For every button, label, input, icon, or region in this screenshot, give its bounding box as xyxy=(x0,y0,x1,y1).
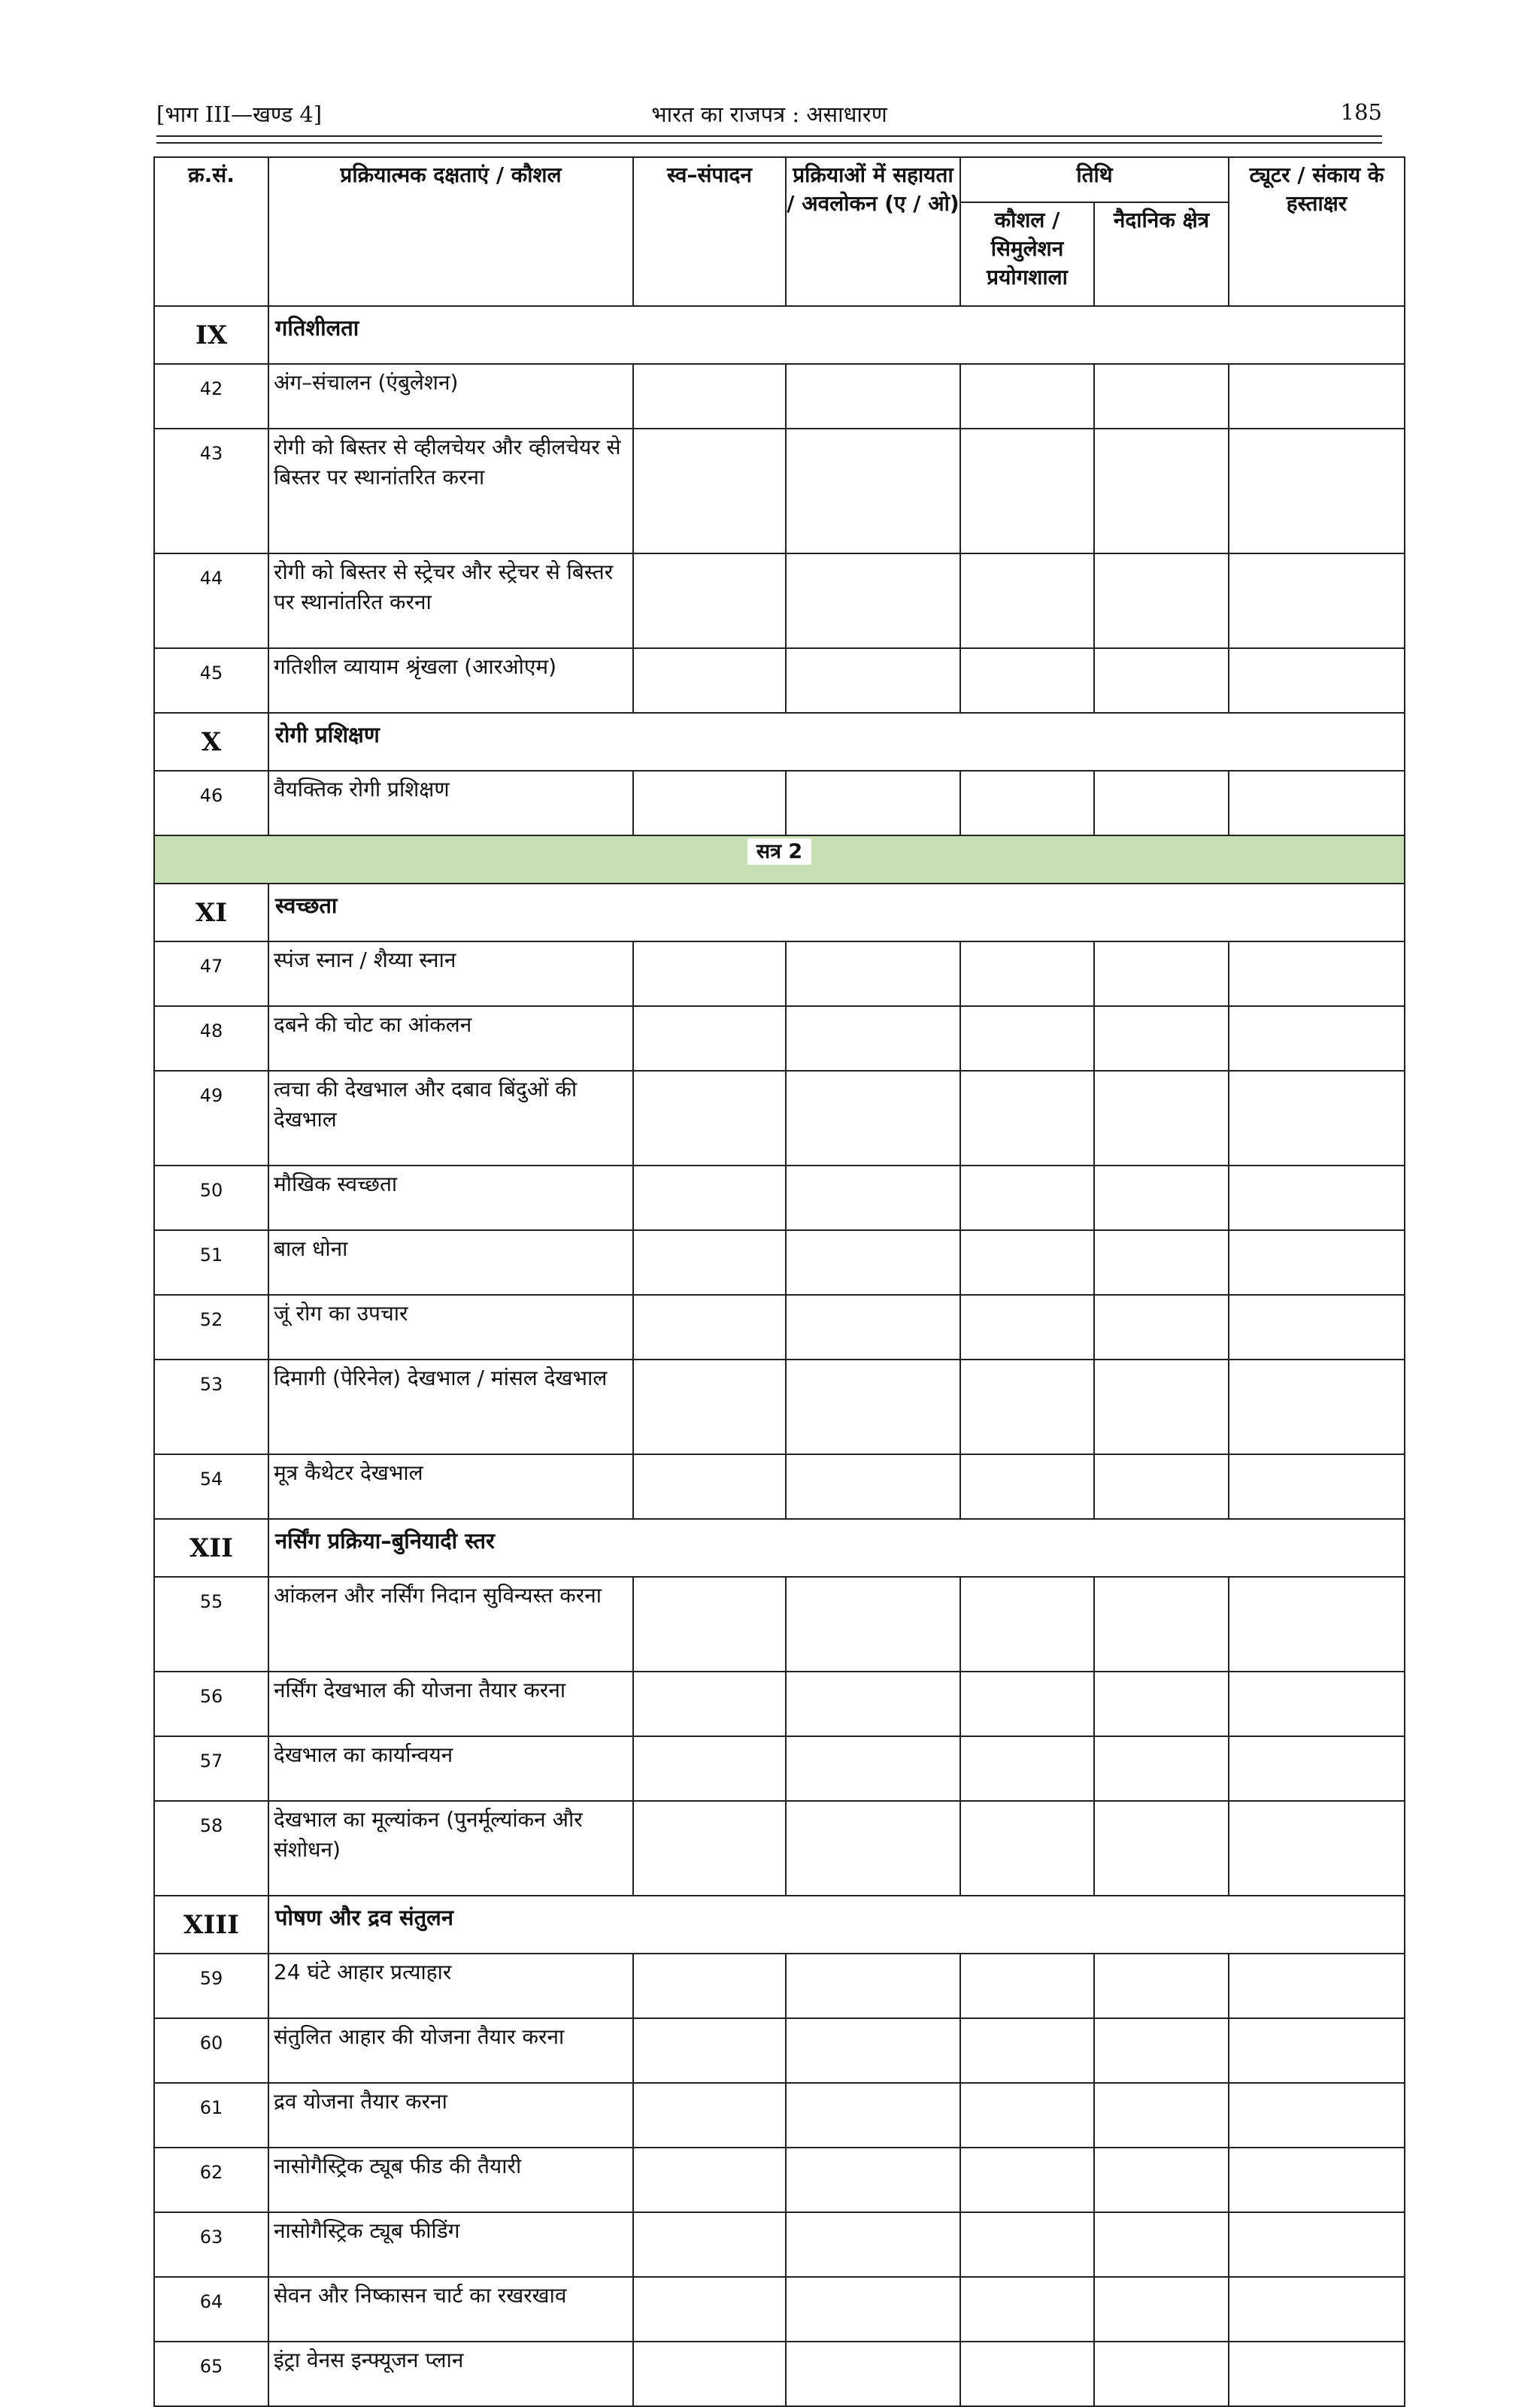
item-number: 43 xyxy=(154,429,268,553)
assist-observe-cell xyxy=(786,2277,960,2342)
skill-text: मौखिक स्वच्छता xyxy=(268,1166,633,1230)
skill-text: नासोगैस्ट्रिक ट्यूब फीडिंग xyxy=(268,2212,633,2277)
section-row xyxy=(154,306,1405,364)
assist-observe-cell xyxy=(786,2083,960,2148)
assist-observe-cell xyxy=(786,2342,960,2406)
item-number: 62 xyxy=(154,2148,268,2212)
skills-register-table xyxy=(153,156,1405,2407)
self-performance-cell xyxy=(633,2018,786,2083)
clinical-area-date-cell xyxy=(1094,1071,1229,1166)
skill-lab-date-cell xyxy=(960,1295,1094,1360)
item-number: 51 xyxy=(154,1230,268,1295)
table-row xyxy=(154,1295,1405,1360)
skill-text: सेवन और निष्कासन चार्ट का रखरखाव xyxy=(268,2277,633,2342)
skill-lab-date-cell xyxy=(960,1577,1094,1672)
skill-text: आंकलन और नर्सिंग निदान सुविन्यस्त करना xyxy=(268,1577,633,1672)
table-row xyxy=(154,2212,1405,2277)
clinical-area-date-cell xyxy=(1094,1454,1229,1519)
clinical-area-date-cell xyxy=(1094,2212,1229,2277)
section-row xyxy=(154,1896,1405,1954)
header-rule-bottom xyxy=(156,142,1382,144)
assist-observe-cell xyxy=(786,429,960,553)
signature-cell xyxy=(1229,553,1405,648)
section-row xyxy=(154,713,1405,771)
skill-text: द्रव योजना तैयार करना xyxy=(268,2083,633,2148)
table-row xyxy=(154,2342,1405,2406)
skill-lab-date-cell xyxy=(960,429,1094,553)
assist-observe-cell xyxy=(786,2018,960,2083)
clinical-area-date-cell xyxy=(1094,941,1229,1006)
assist-observe-cell xyxy=(786,1071,960,1166)
clinical-area-date-cell xyxy=(1094,1801,1229,1896)
assist-observe-cell xyxy=(786,1801,960,1896)
table-row xyxy=(154,941,1405,1006)
assist-observe-cell xyxy=(786,1006,960,1071)
signature-cell xyxy=(1229,429,1405,553)
self-performance-cell xyxy=(633,941,786,1006)
table-row xyxy=(154,553,1405,648)
section-row xyxy=(154,884,1405,941)
table-row xyxy=(154,1954,1405,2018)
item-number: 48 xyxy=(154,1006,268,1071)
term-label: सत्र 2 xyxy=(747,838,811,865)
table-row xyxy=(154,2083,1405,2148)
col-header-date: तिथि xyxy=(960,157,1229,202)
skill-lab-date-cell xyxy=(960,1166,1094,1230)
item-number: 52 xyxy=(154,1295,268,1360)
section-row xyxy=(154,1519,1405,1577)
skill-lab-date-cell xyxy=(960,2342,1094,2406)
signature-cell xyxy=(1229,1360,1405,1454)
assist-observe-cell xyxy=(786,1166,960,1230)
item-number: 61 xyxy=(154,2083,268,2148)
assist-observe-cell xyxy=(786,1295,960,1360)
self-performance-cell xyxy=(633,1006,786,1071)
signature-cell xyxy=(1229,1166,1405,1230)
col-header-skill: प्रक्रियात्मक दक्षताएं / कौशल xyxy=(268,157,633,306)
table-row xyxy=(154,2148,1405,2212)
col-header-self-performance: स्व–संपादन xyxy=(633,157,786,306)
item-number: 45 xyxy=(154,648,268,713)
self-performance-cell xyxy=(633,2083,786,2148)
assist-observe-cell xyxy=(786,364,960,429)
skill-lab-date-cell xyxy=(960,2083,1094,2148)
self-performance-cell xyxy=(633,1801,786,1896)
clinical-area-date-cell xyxy=(1094,429,1229,553)
skill-lab-date-cell xyxy=(960,553,1094,648)
clinical-area-date-cell xyxy=(1094,1672,1229,1736)
page-number: 185 xyxy=(1340,99,1382,125)
signature-cell xyxy=(1229,2018,1405,2083)
clinical-area-date-cell xyxy=(1094,771,1229,835)
assist-observe-cell xyxy=(786,1230,960,1295)
signature-cell xyxy=(1229,1954,1405,2018)
skill-lab-date-cell xyxy=(960,1801,1094,1896)
item-number: 65 xyxy=(154,2342,268,2406)
section-title: नर्सिंग प्रक्रिया–बुनियादी स्तर xyxy=(268,1519,1405,1577)
assist-observe-cell xyxy=(786,1954,960,2018)
self-performance-cell xyxy=(633,1577,786,1672)
table-row xyxy=(154,648,1405,713)
signature-cell xyxy=(1229,1736,1405,1801)
signature-cell xyxy=(1229,364,1405,429)
self-performance-cell xyxy=(633,1071,786,1166)
header-rule-top xyxy=(156,135,1382,137)
signature-cell xyxy=(1229,1577,1405,1672)
signature-cell xyxy=(1229,2212,1405,2277)
self-performance-cell xyxy=(633,2277,786,2342)
self-performance-cell xyxy=(633,1954,786,2018)
clinical-area-date-cell xyxy=(1094,2083,1229,2148)
signature-cell xyxy=(1229,2148,1405,2212)
col-header-clinical-area: नैदानिक क्षेत्र xyxy=(1094,202,1229,306)
item-number: 57 xyxy=(154,1736,268,1801)
skill-lab-date-cell xyxy=(960,648,1094,713)
assist-observe-cell xyxy=(786,1360,960,1454)
table-row xyxy=(154,1577,1405,1672)
signature-cell xyxy=(1229,1071,1405,1166)
assist-observe-cell xyxy=(786,1672,960,1736)
skill-lab-date-cell xyxy=(960,1006,1094,1071)
self-performance-cell xyxy=(633,1295,786,1360)
skill-text: 24 घंटे आहार प्रत्याहार xyxy=(268,1954,633,2018)
self-performance-cell xyxy=(633,1166,786,1230)
item-number: 46 xyxy=(154,771,268,835)
item-number: 42 xyxy=(154,364,268,429)
header-row xyxy=(154,157,1405,202)
self-performance-cell xyxy=(633,1360,786,1454)
item-number: 60 xyxy=(154,2018,268,2083)
self-performance-cell xyxy=(633,1230,786,1295)
skill-lab-date-cell xyxy=(960,1736,1094,1801)
skill-text: दबने की चोट का आंकलन xyxy=(268,1006,633,1071)
term-divider-row xyxy=(154,835,1405,884)
section-number: X xyxy=(154,713,268,771)
self-performance-cell xyxy=(633,2212,786,2277)
clinical-area-date-cell xyxy=(1094,1230,1229,1295)
clinical-area-date-cell xyxy=(1094,1736,1229,1801)
skill-text: वैयक्तिक रोगी प्रशिक्षण xyxy=(268,771,633,835)
section-title: रोगी प्रशिक्षण xyxy=(268,713,1405,771)
section-title: गतिशीलता xyxy=(268,306,1405,364)
section-title: स्वच्छता xyxy=(268,884,1405,941)
gazette-title: भारत का राजपत्र : असाधारण xyxy=(651,102,887,127)
section-number: XII xyxy=(154,1519,268,1577)
signature-cell xyxy=(1229,771,1405,835)
skill-lab-date-cell xyxy=(960,2277,1094,2342)
table-row xyxy=(154,1360,1405,1454)
signature-cell xyxy=(1229,1006,1405,1071)
table-row xyxy=(154,1071,1405,1166)
signature-cell xyxy=(1229,2277,1405,2342)
skill-lab-date-cell xyxy=(960,1954,1094,2018)
skill-lab-date-cell xyxy=(960,2018,1094,2083)
self-performance-cell xyxy=(633,2148,786,2212)
clinical-area-date-cell xyxy=(1094,364,1229,429)
table-row xyxy=(154,1736,1405,1801)
clinical-area-date-cell xyxy=(1094,2148,1229,2212)
table-row xyxy=(154,1454,1405,1519)
assist-observe-cell xyxy=(786,2212,960,2277)
table-row xyxy=(154,1230,1405,1295)
assist-observe-cell xyxy=(786,2148,960,2212)
col-header-assist-observe: प्रक्रियाओं में सहायता / अवलोकन (ए / ओ) xyxy=(786,157,960,306)
item-number: 50 xyxy=(154,1166,268,1230)
skill-text: त्वचा की देखभाल और दबाव बिंदुओं की देखभाल xyxy=(268,1071,633,1166)
section-title: पोषण और द्रव संतुलन xyxy=(268,1896,1405,1954)
section-number: XIII xyxy=(154,1896,268,1954)
clinical-area-date-cell xyxy=(1094,648,1229,713)
item-number: 53 xyxy=(154,1360,268,1454)
signature-cell xyxy=(1229,1801,1405,1896)
part-section-label: [भाग III—खण्ड 4] xyxy=(156,102,323,127)
table-row xyxy=(154,1801,1405,1896)
self-performance-cell xyxy=(633,553,786,648)
table-row xyxy=(154,429,1405,553)
item-number: 44 xyxy=(154,553,268,648)
assist-observe-cell xyxy=(786,1577,960,1672)
skill-text: देखभाल का मूल्यांकन (पुनर्मूल्यांकन और संशोधन) xyxy=(268,1801,633,1896)
item-number: 59 xyxy=(154,1954,268,2018)
skill-lab-date-cell xyxy=(960,1672,1094,1736)
table-row xyxy=(154,771,1405,835)
table-body xyxy=(154,306,1405,2406)
assist-observe-cell xyxy=(786,648,960,713)
signature-cell xyxy=(1229,1230,1405,1295)
table-row xyxy=(154,1166,1405,1230)
clinical-area-date-cell xyxy=(1094,2277,1229,2342)
self-performance-cell xyxy=(633,1736,786,1801)
self-performance-cell xyxy=(633,648,786,713)
item-number: 56 xyxy=(154,1672,268,1736)
self-performance-cell xyxy=(633,1454,786,1519)
signature-cell xyxy=(1229,941,1405,1006)
clinical-area-date-cell xyxy=(1094,1166,1229,1230)
item-number: 54 xyxy=(154,1454,268,1519)
col-header-serial: क्र.सं. xyxy=(154,157,268,306)
self-performance-cell xyxy=(633,2342,786,2406)
clinical-area-date-cell xyxy=(1094,1006,1229,1071)
skill-lab-date-cell xyxy=(960,1360,1094,1454)
skill-lab-date-cell xyxy=(960,1071,1094,1166)
col-header-signature: ट्यूटर / संकाय के हस्ताक्षर xyxy=(1229,157,1405,306)
self-performance-cell xyxy=(633,1672,786,1736)
skill-text: इंट्रा वेनस इन्फ्यूजन प्लान xyxy=(268,2342,633,2406)
skill-text: संतुलित आहार की योजना तैयार करना xyxy=(268,2018,633,2083)
skill-text: नर्सिंग देखभाल की योजना तैयार करना xyxy=(268,1672,633,1736)
section-number: IX xyxy=(154,306,268,364)
skill-text: रोगी को बिस्तर से व्हीलचेयर और व्हीलचेयर से बिस्तर पर स्थानांतरित करना xyxy=(268,429,633,553)
skill-text: मूत्र कैथेटर देखभाल xyxy=(268,1454,633,1519)
skill-lab-date-cell xyxy=(960,2148,1094,2212)
skill-lab-date-cell xyxy=(960,364,1094,429)
self-performance-cell xyxy=(633,771,786,835)
self-performance-cell xyxy=(633,429,786,553)
signature-cell xyxy=(1229,1295,1405,1360)
skill-text: देखभाल का कार्यान्वयन xyxy=(268,1736,633,1801)
item-number: 49 xyxy=(154,1071,268,1166)
skill-text: दिमागी (पेरिनेल) देखभाल / मांसल देखभाल xyxy=(268,1360,633,1454)
item-number: 64 xyxy=(154,2277,268,2342)
col-header-skill-lab: कौशल / सिमुलेशन प्रयोगशाला xyxy=(960,202,1094,306)
assist-observe-cell xyxy=(786,1454,960,1519)
table-row xyxy=(154,2018,1405,2083)
skill-text: अंग–संचालन (एंबुलेशन) xyxy=(268,364,633,429)
skill-text: जूं रोग का उपचार xyxy=(268,1295,633,1360)
skill-lab-date-cell xyxy=(960,771,1094,835)
item-number: 58 xyxy=(154,1801,268,1896)
table-row xyxy=(154,1672,1405,1736)
skill-lab-date-cell xyxy=(960,941,1094,1006)
clinical-area-date-cell xyxy=(1094,1295,1229,1360)
assist-observe-cell xyxy=(786,941,960,1006)
signature-cell xyxy=(1229,648,1405,713)
item-number: 47 xyxy=(154,941,268,1006)
clinical-area-date-cell xyxy=(1094,553,1229,648)
skill-lab-date-cell xyxy=(960,1454,1094,1519)
clinical-area-date-cell xyxy=(1094,1954,1229,2018)
assist-observe-cell xyxy=(786,553,960,648)
signature-cell xyxy=(1229,1672,1405,1736)
skill-text: गतिशील व्यायाम श्रृंखला (आरओएम) xyxy=(268,648,633,713)
clinical-area-date-cell xyxy=(1094,2018,1229,2083)
skill-lab-date-cell xyxy=(960,2212,1094,2277)
skill-lab-date-cell xyxy=(960,1230,1094,1295)
signature-cell xyxy=(1229,2342,1405,2406)
table-row xyxy=(154,364,1405,429)
skill-text: बाल धोना xyxy=(268,1230,633,1295)
item-number: 63 xyxy=(154,2212,268,2277)
assist-observe-cell xyxy=(786,1736,960,1801)
table-row xyxy=(154,1006,1405,1071)
self-performance-cell xyxy=(633,364,786,429)
table-row xyxy=(154,2277,1405,2342)
clinical-area-date-cell xyxy=(1094,1577,1229,1672)
assist-observe-cell xyxy=(786,771,960,835)
skill-text: स्पंज स्नान / शैय्या स्नान xyxy=(268,941,633,1006)
skill-text: नासोगैस्ट्रिक ट्यूब फीड की तैयारी xyxy=(268,2148,633,2212)
signature-cell xyxy=(1229,1454,1405,1519)
signature-cell xyxy=(1229,2083,1405,2148)
clinical-area-date-cell xyxy=(1094,2342,1229,2406)
skill-text: रोगी को बिस्तर से स्ट्रेचर और स्ट्रेचर से बिस्तर पर स्थानांतरित करना xyxy=(268,553,633,648)
clinical-area-date-cell xyxy=(1094,1360,1229,1454)
section-number: XI xyxy=(154,884,268,941)
page-header xyxy=(156,96,1382,132)
item-number: 55 xyxy=(154,1577,268,1672)
